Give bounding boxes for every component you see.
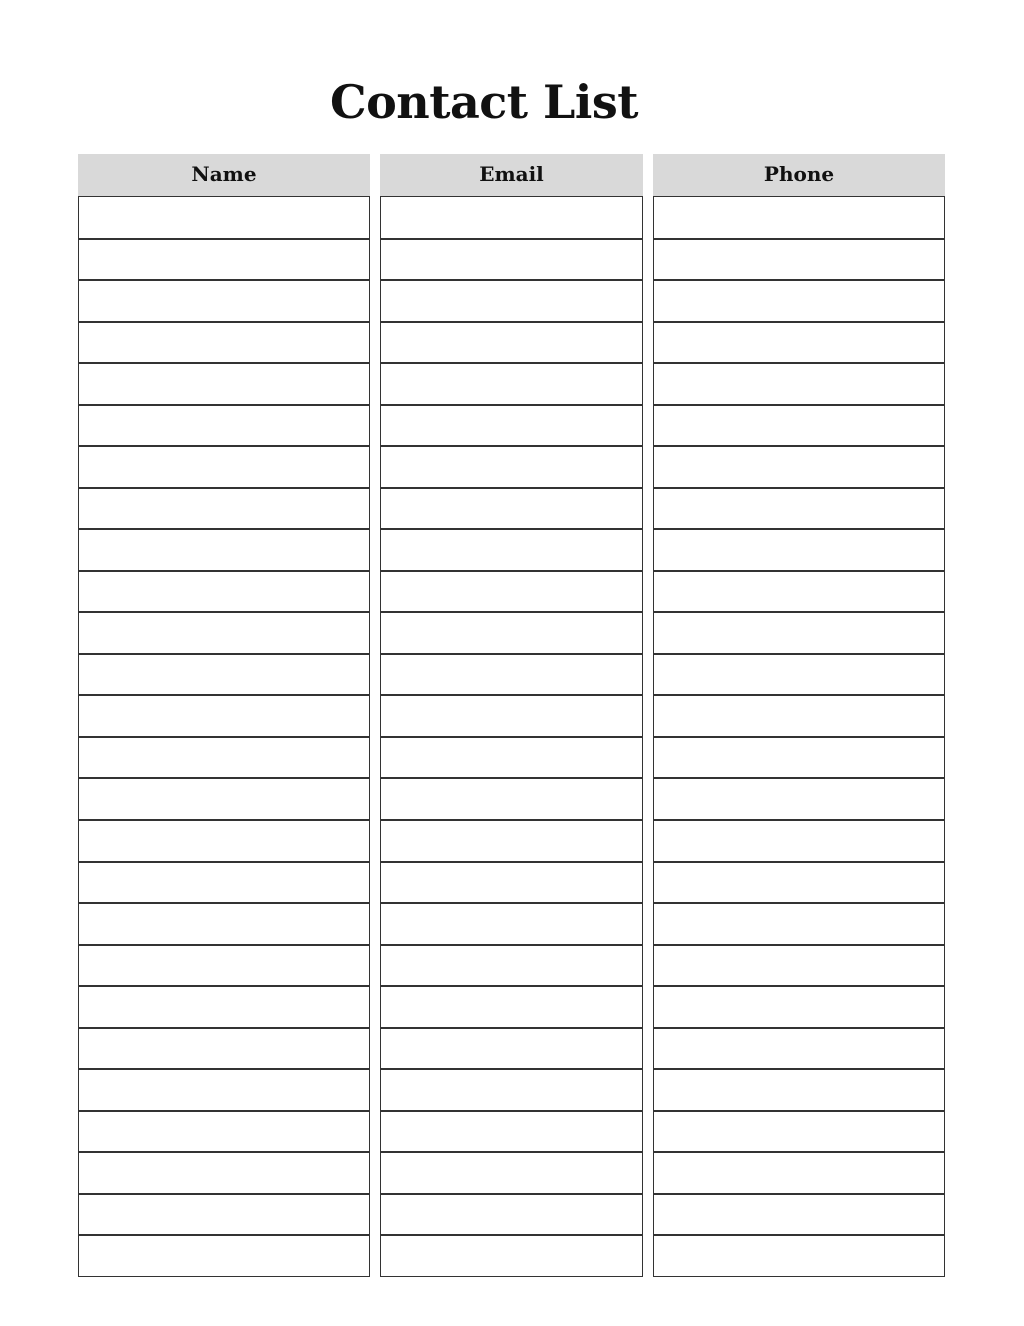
phone-cell[interactable] xyxy=(654,777,944,819)
phone-cell[interactable] xyxy=(654,611,944,653)
name-cell[interactable] xyxy=(79,819,369,861)
name-cell[interactable] xyxy=(79,1110,369,1152)
phone-cell[interactable] xyxy=(654,944,944,986)
email-cell[interactable] xyxy=(381,279,642,321)
name-cell[interactable] xyxy=(79,1068,369,1110)
phone-cell[interactable] xyxy=(654,1110,944,1152)
phone-cell[interactable] xyxy=(654,487,944,529)
name-cell[interactable] xyxy=(79,653,369,695)
phone-cell[interactable] xyxy=(654,902,944,944)
email-cell[interactable] xyxy=(381,653,642,695)
name-cell[interactable] xyxy=(79,487,369,529)
email-cell[interactable] xyxy=(381,238,642,280)
name-cell[interactable] xyxy=(79,404,369,446)
name-cell[interactable] xyxy=(79,362,369,404)
phone-cell[interactable] xyxy=(654,736,944,778)
name-cell[interactable] xyxy=(79,777,369,819)
email-column-header: Email xyxy=(380,154,643,196)
name-cell[interactable] xyxy=(79,238,369,280)
name-cell[interactable] xyxy=(79,1027,369,1069)
name-column xyxy=(78,154,370,1277)
email-cell[interactable] xyxy=(381,321,642,363)
email-cell[interactable] xyxy=(381,528,642,570)
email-cells xyxy=(380,196,643,1277)
email-cell[interactable] xyxy=(381,404,642,446)
email-column xyxy=(380,154,643,1277)
name-cell[interactable] xyxy=(79,944,369,986)
email-cell[interactable] xyxy=(381,1027,642,1069)
email-cell[interactable] xyxy=(381,1193,642,1235)
phone-cell[interactable] xyxy=(654,1234,944,1276)
phone-cell[interactable] xyxy=(654,404,944,446)
email-cell[interactable] xyxy=(381,487,642,529)
name-cell[interactable] xyxy=(79,445,369,487)
email-cell[interactable] xyxy=(381,196,642,238)
phone-column-header: Phone xyxy=(653,154,945,196)
email-cell[interactable] xyxy=(381,445,642,487)
email-cell[interactable] xyxy=(381,694,642,736)
name-cells xyxy=(78,196,370,1277)
email-cell[interactable] xyxy=(381,1151,642,1193)
name-cell[interactable] xyxy=(79,985,369,1027)
email-cell[interactable] xyxy=(381,611,642,653)
phone-cell[interactable] xyxy=(654,694,944,736)
email-cell[interactable] xyxy=(381,362,642,404)
name-cell[interactable] xyxy=(79,321,369,363)
name-cell[interactable] xyxy=(79,1234,369,1276)
phone-cell[interactable] xyxy=(654,1193,944,1235)
phone-cell[interactable] xyxy=(654,653,944,695)
phone-cell[interactable] xyxy=(654,279,944,321)
email-cell[interactable] xyxy=(381,944,642,986)
phone-cell[interactable] xyxy=(654,528,944,570)
name-column-header: Name xyxy=(78,154,370,196)
email-cell[interactable] xyxy=(381,861,642,903)
email-cell[interactable] xyxy=(381,902,642,944)
phone-cells xyxy=(653,196,945,1277)
name-cell[interactable] xyxy=(79,196,369,238)
name-cell[interactable] xyxy=(79,570,369,612)
phone-cell[interactable] xyxy=(654,362,944,404)
phone-cell[interactable] xyxy=(654,861,944,903)
name-cell[interactable] xyxy=(79,861,369,903)
name-cell[interactable] xyxy=(79,611,369,653)
phone-cell[interactable] xyxy=(654,1027,944,1069)
email-cell[interactable] xyxy=(381,736,642,778)
phone-cell[interactable] xyxy=(654,321,944,363)
phone-cell[interactable] xyxy=(654,445,944,487)
name-cell[interactable] xyxy=(79,528,369,570)
phone-column xyxy=(653,154,945,1277)
email-cell[interactable] xyxy=(381,819,642,861)
phone-cell[interactable] xyxy=(654,985,944,1027)
name-cell[interactable] xyxy=(79,1151,369,1193)
email-cell[interactable] xyxy=(381,1068,642,1110)
name-cell[interactable] xyxy=(79,279,369,321)
name-cell[interactable] xyxy=(79,694,369,736)
email-cell[interactable] xyxy=(381,985,642,1027)
phone-cell[interactable] xyxy=(654,570,944,612)
email-cell[interactable] xyxy=(381,777,642,819)
name-cell[interactable] xyxy=(79,736,369,778)
name-cell[interactable] xyxy=(79,902,369,944)
email-cell[interactable] xyxy=(381,1110,642,1152)
phone-cell[interactable] xyxy=(654,819,944,861)
phone-cell[interactable] xyxy=(654,196,944,238)
email-cell[interactable] xyxy=(381,570,642,612)
page-title: Contact List xyxy=(329,75,639,129)
phone-cell[interactable] xyxy=(654,1151,944,1193)
phone-cell[interactable] xyxy=(654,238,944,280)
name-cell[interactable] xyxy=(79,1193,369,1235)
phone-cell[interactable] xyxy=(654,1068,944,1110)
email-cell[interactable] xyxy=(381,1234,642,1276)
